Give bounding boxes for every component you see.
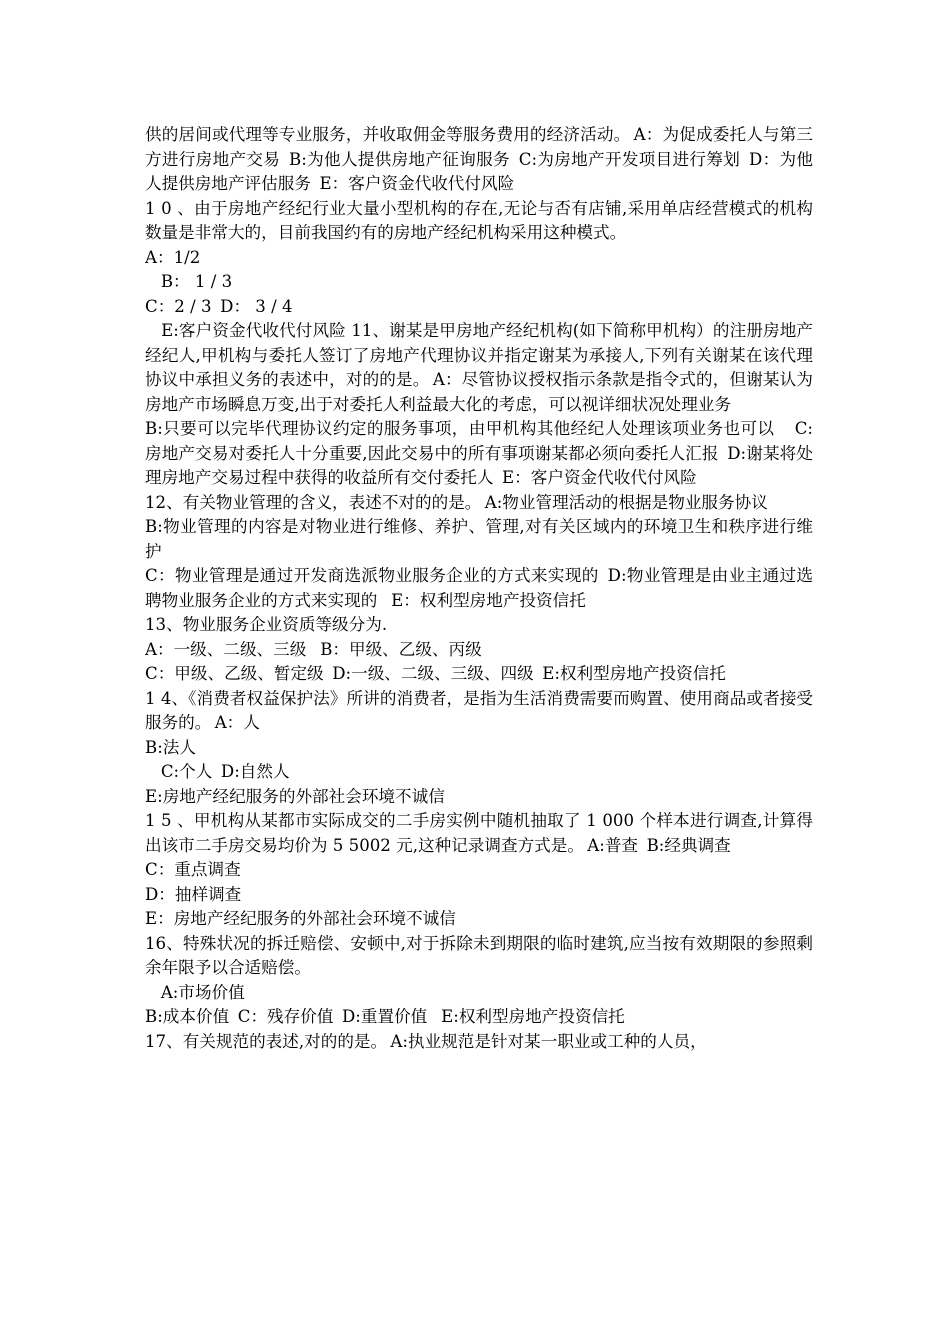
paragraph-q16-stem: 16、特殊状况的拆迁赔偿、安顿中,对于拆除未到期限的临时建筑,应当按有效期限的参照剩余年限予以合适赔偿。 bbox=[145, 933, 813, 977]
paragraph-q17-stem: 17、有关规范的表述,对的的是。 A:执业规范是针对某一职业或工种的人员， bbox=[145, 1031, 707, 1051]
paragraph-q12-option-cde: C：物业管理是通过开发商选派物业服务企业的方式来实现的 D:物业管理是由业主通过选聘物业服务企业的方式来实现的 E：权利型房地产投资信托 bbox=[145, 566, 813, 610]
paragraph-q16-option-a: A:市场价值 bbox=[145, 982, 245, 1002]
paragraph-q15-stem: 1 5 、甲机构从某都市实际成交的二手房实例中随机抽取了 1 000 个样本进行调查,计算得出该市二手房交易均价为 5 5002 元,这种记录调查方式是。 A:普查 B:经典调查 bbox=[145, 811, 813, 855]
paragraph-q13-stem: 13、物业服务企业资质等级分为. bbox=[145, 615, 388, 634]
paragraph-q11-stem: E:客户资金代收代付风险 11、谢某是甲房地产经纪机构(如下简称甲机构）的注册房地产经纪人,甲机构与委托人签订了房地产代理协议并指定谢某为承接人,下列有关谢某在该代理协议中承担义务的表述中，对的的是。 A：尽管协议授权指示条款是指令式的，但谢某认为房地产市场瞬息万变,出于对委托人利益最大化的考虑，可以视详细状况处理业务 bbox=[145, 321, 813, 414]
paragraph-q10-option-cd: C：2 / 3 D： 3 / 4 bbox=[145, 296, 293, 316]
paragraph-q15-option-d: D：抽样调查 bbox=[145, 884, 242, 904]
paragraph-q16-option-bcde: B:成本价值 C：残存价值 D:重置价值 E:权利型房地产投资信托 bbox=[145, 1007, 625, 1026]
paragraph-q14-option-b: B:法人 bbox=[145, 737, 196, 757]
paragraph-q10-stem: 1 0 、由于房地产经纪行业大量小型机构的存在,无论与否有店铺,采用单店经营模式的机构数量是非常大的，目前我国约有的房地产经纪机构采用这种模式。 bbox=[145, 198, 813, 242]
paragraph-q15-option-e: E：房地产经纪服务的外部社会环境不诚信 bbox=[145, 909, 456, 928]
paragraph-q15-option-c: C：重点调查 bbox=[145, 860, 241, 879]
document-body bbox=[145, 123, 813, 1054]
paragraph-q11-options: B:只要可以完毕代理协议约定的服务事项，由甲机构其他经纪人处理该项业务也可以 C:房地产交易对委托人十分重要,因此交易中的所有事项谢某都必须向委托人汇报 D:谢某将处理房地产交易过程中获得的收益所有交付委托人 E：客户资金代收代付风险 bbox=[145, 419, 813, 487]
paragraph-q12-stem: 12、有关物业管理的含义，表述不对的的是。 A:物业管理活动的根据是物业服务协议 bbox=[145, 492, 768, 512]
paragraph-q13-option-ab: A：一级、二级、三级 B：甲级、乙级、丙级 bbox=[145, 639, 482, 659]
paragraph-q14-stem: 1 4、《消费者权益保护法》所讲的消费者，是指为生活消费需要而购置、使用商品或者接受服务的。 A：人 bbox=[145, 688, 813, 732]
paragraph-q13-option-cde: C：甲级、乙级、暂定级 D:一级、二级、三级、四级 E:权利型房地产投资信托 bbox=[145, 664, 726, 683]
paragraph-q12-option-b: B:物业管理的内容是对物业进行维修、养护、管理,对有关区域内的环境卫生和秩序进行维护 bbox=[145, 517, 813, 561]
paragraph-q9-options: 供的居间或代理等专业服务，并收取佣金等服务费用的经济活动。 A：为促成委托人与第三方进行房地产交易 B:为他人提供房地产征询服务 C:为房地产开发项目进行筹划 D：为他人提供房地产评估服务 E：客户资金代收代付风险 bbox=[145, 125, 813, 193]
paragraph-q10-option-b: B： 1 / 3 bbox=[145, 272, 233, 291]
paragraph-q10-option-a: A：1/2 bbox=[145, 247, 201, 267]
paragraph-q14-option-cd: C:个人 D:自然人 bbox=[145, 762, 290, 781]
paragraph-q14-option-e: E:房地产经纪服务的外部社会环境不诚信 bbox=[145, 786, 445, 806]
